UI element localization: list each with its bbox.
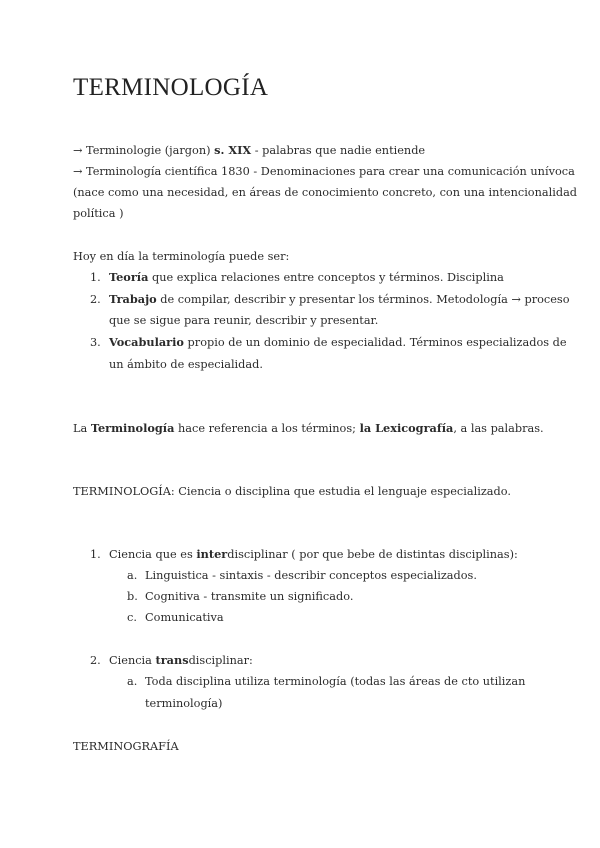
list-item-text: Ciencia que es interdisciplinar ( por que bebe de distintas disciplinas): — [109, 547, 518, 561]
sub-list-text-cont: terminología) — [145, 697, 223, 710]
referencia-paragraph: La Terminología hace referencia a los términos; la Lexicografía, a las palabras. — [73, 421, 544, 435]
sub-list-text: Linguistica - sintaxis - describir conceptos especializados. — [145, 569, 477, 582]
sub-list-letter: b. — [127, 590, 138, 603]
sub-list-letter: a. — [127, 569, 138, 582]
arrow-icon: → — [73, 165, 83, 178]
list-item-text: Trabajo de compilar, describir y presentar los términos. Metodología → proceso — [109, 292, 570, 306]
list-item-text: Teoría que explica relaciones entre conceptos y términos. Disciplina — [109, 270, 504, 284]
definicion-paragraph: TERMINOLOGÍA: Ciencia o disciplina que estudia el lenguaje especializado. — [73, 485, 511, 498]
hoy-heading: Hoy en día la terminología puede ser: — [73, 250, 290, 263]
list-number: 1. — [90, 271, 101, 284]
list-number: 2. — [90, 654, 101, 667]
list-number: 3. — [90, 336, 101, 349]
arrow-icon: → — [511, 293, 521, 306]
intro-line-3: (nace como una necesidad, en áreas de conocimiento concreto, con una intencionalidad — [73, 186, 578, 199]
intro-line-4: política ) — [73, 207, 124, 220]
sub-list-letter: c. — [127, 611, 137, 624]
page-title: TERMINOLOGÍA — [73, 74, 269, 101]
intro-line-2: → Terminología científica 1830 - Denominaciones para crear una comunicación unívoca — [73, 165, 575, 178]
list-item-text: Ciencia transdisciplinar: — [109, 653, 253, 667]
sub-list-text: Toda disciplina utiliza terminología (todas las áreas de cto utilizan — [145, 675, 526, 688]
sub-list-text: Comunicativa — [145, 611, 224, 624]
list-number: 2. — [90, 293, 101, 306]
sub-list-letter: a. — [127, 675, 138, 688]
list-item-text-cont: un ámbito de especialidad. — [109, 358, 263, 371]
sub-list-text: Cognitiva - transmite un significado. — [145, 590, 354, 603]
intro-line-1: → Terminologie (jargon) s. XIX - palabras que nadie entiende — [73, 143, 426, 157]
list-item-text: Vocabulario propio de un dominio de especialidad. Términos especializados de — [109, 335, 567, 349]
arrow-icon: → — [73, 144, 83, 157]
list-number: 1. — [90, 548, 101, 561]
list-item-text-cont: que se sigue para reunir, describir y presentar. — [109, 314, 379, 327]
terminografia-heading: TERMINOGRAFÍA — [73, 740, 179, 753]
